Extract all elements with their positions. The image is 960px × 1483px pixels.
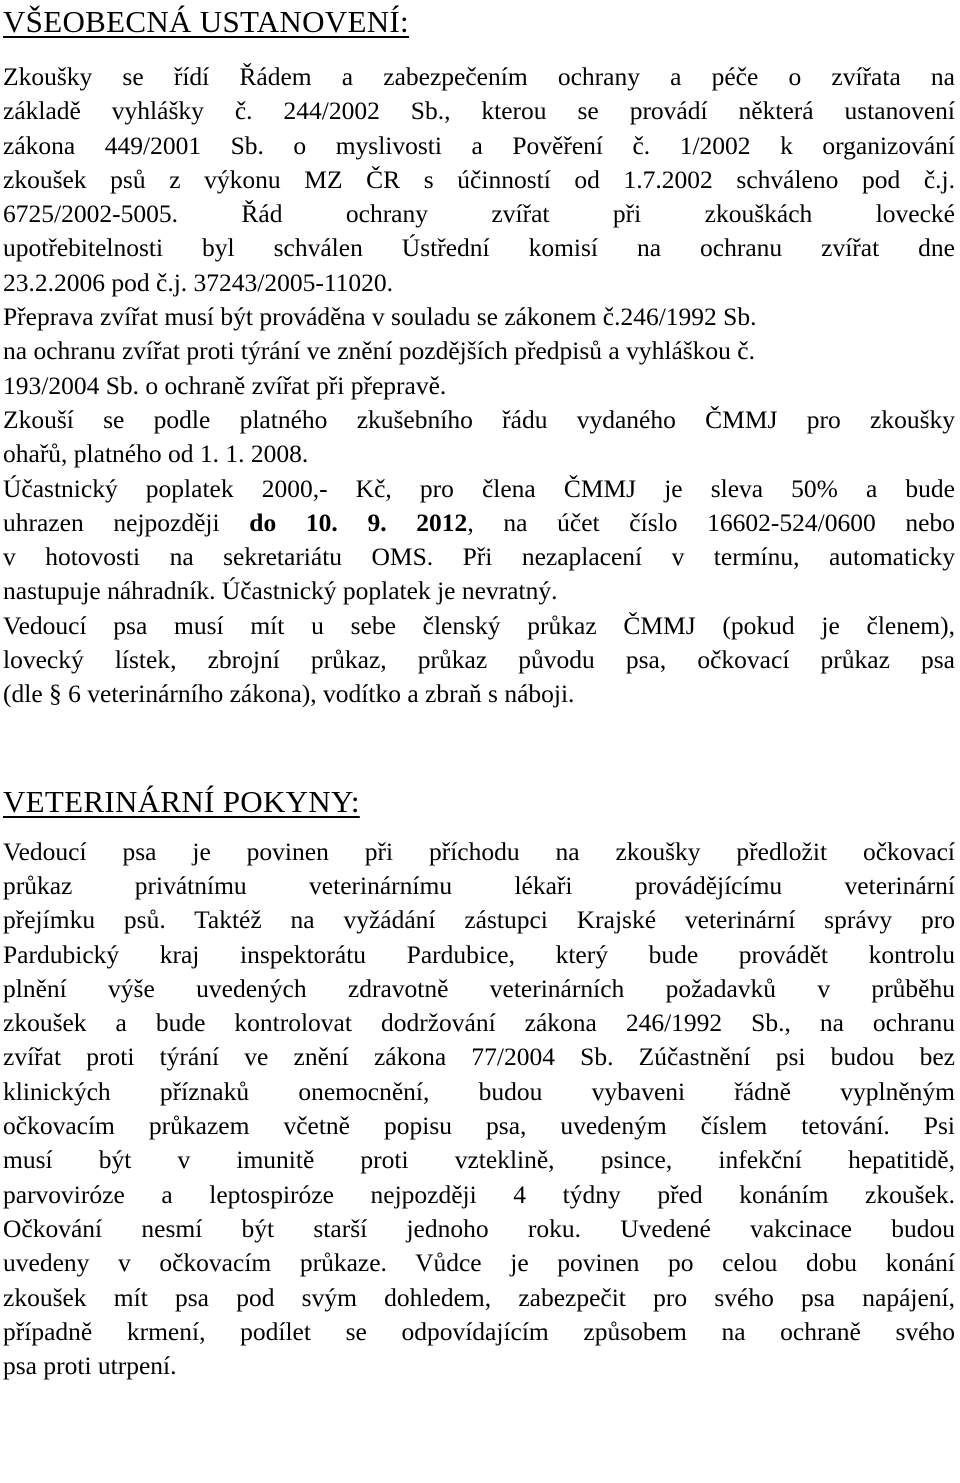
text-line: nastupuje náhradník. Účastnický poplatek je nevratný. — [3, 576, 558, 606]
text-line: ohařů, platného od 1. 1. 2008. — [3, 439, 309, 469]
heading-general-provisions: VŠEOBECNÁ USTANOVENÍ: — [3, 4, 409, 39]
text-line: v hotovosti na sekretariátu OMS. Při nezaplacení v termínu, automaticky — [3, 542, 955, 572]
fee-account-text: , na účet číslo 16602-524/0600 nebo — [467, 507, 955, 537]
document-page — [3, 0, 955, 1383]
text-line: Vedoucí psa je povinen při příchodu na zkoušky předložit očkovací — [3, 836, 955, 866]
text-line: Účastnický poplatek 2000,- Kč, pro člena ČMMJ je sleva 50% a bude — [3, 473, 955, 503]
text-line: 23.2.2006 pod č.j. 37243/2005-11020. — [3, 267, 394, 297]
text-line: zákona 449/2001 Sb. o myslivosti a Pověření č. 1/2002 k organizování — [3, 130, 955, 160]
text-line: lovecký lístek, zbrojní průkaz, průkaz původu psa, očkovací průkaz psa — [3, 645, 955, 675]
text-line: uvedeny v očkovacím průkaze. Vůdce je povinen po celou dobu konání — [3, 1248, 955, 1278]
text-line: (dle § 6 veterinárního zákona), vodítko a zbraň s náboji. — [3, 679, 575, 709]
text-line: 193/2004 Sb. o ochraně zvířat při přepravě. — [3, 370, 447, 400]
text-line: zkoušek psů z výkonu MZ ČR s účinností od 1.7.2002 schváleno pod č.j. — [3, 164, 955, 194]
text-line: zvířat proti týrání ve znění zákona 77/2004 Sb. Zúčastnění psi budou bez — [3, 1042, 955, 1072]
text-line: očkovacím průkazem včetně popisu psa, uvedeným číslem tetování. Psi — [3, 1111, 955, 1141]
text-line: přejímku psů. Taktéž na vyžádání zástupci Krajské veterinární správy pro — [3, 905, 955, 935]
text-line: Přeprava zvířat musí být prováděna v souladu se zákonem č.246/1992 Sb. — [3, 302, 757, 332]
fee-text-start: uhrazen nejpozději — [3, 507, 250, 537]
text-line: průkaz privátnímu veterinárnímu lékaři provádějícímu veterinární — [3, 870, 955, 900]
veterinary-instructions-text — [3, 835, 955, 1384]
text-line: psa proti utrpení. — [3, 1351, 177, 1381]
text-line: na ochranu zvířat proti týrání ve znění pozdějších předpisů a vyhláškou č. — [3, 336, 756, 366]
fee-deadline-date: do 10. 9. 2012 — [249, 507, 468, 537]
text-line: musí být v imunitě proti vzteklině, psince, infekční hepatitidě, — [3, 1145, 955, 1175]
text-line: parvoviróze a leptospiróze nejpozději 4 týdny před konáním zkoušek. — [3, 1179, 955, 1209]
text-line: případně krmení, podílet se odpovídajícím způsobem na ochraně svého — [3, 1316, 955, 1346]
text-line: základě vyhlášky č. 244/2002 Sb., kterou se provádí některá ustanovení — [3, 96, 955, 126]
text-line: plnění výše uvedených zdravotně veterinárních požadavků v průběhu — [3, 973, 955, 1003]
text-line: Pardubický kraj inspektorátu Pardubice, který bude provádět kontrolu — [3, 939, 955, 969]
text-line: Vedoucí psa musí mít u sebe členský průkaz ČMMJ (pokud je členem), — [3, 610, 955, 640]
text-line: klinických příznaků onemocnění, budou vybaveni řádně vyplněným — [3, 1076, 955, 1106]
text-line: 6725/2002-5005. Řád ochrany zvířat při zkouškách lovecké — [3, 199, 955, 229]
heading-veterinary-instructions: VETERINÁRNÍ POKYNY: — [3, 783, 360, 819]
text-line: Zkouší se podle platného zkušebního řádu vydaného ČMMJ pro zkoušky — [3, 404, 955, 434]
section-spacer — [3, 712, 955, 784]
text-line: zkoušek a bude kontrolovat dodržování zákona 246/1992 Sb., na ochranu — [3, 1008, 955, 1038]
text-line: upotřebitelnosti byl schválen Ústřední komisí na ochranu zvířat dne — [3, 233, 955, 263]
fee-deadline-line — [3, 506, 955, 540]
text-line: Očkování nesmí být starší jednoho roku. Uvedené vakcinace budou — [3, 1213, 955, 1243]
text-line: Zkoušky se řídí Řádem a zabezpečením ochrany a péče o zvířata na — [3, 62, 955, 91]
text-line: zkoušek mít psa pod svým dohledem, zabezpečit pro svého psa napájení, — [3, 1282, 955, 1312]
general-provisions-text — [3, 60, 955, 712]
